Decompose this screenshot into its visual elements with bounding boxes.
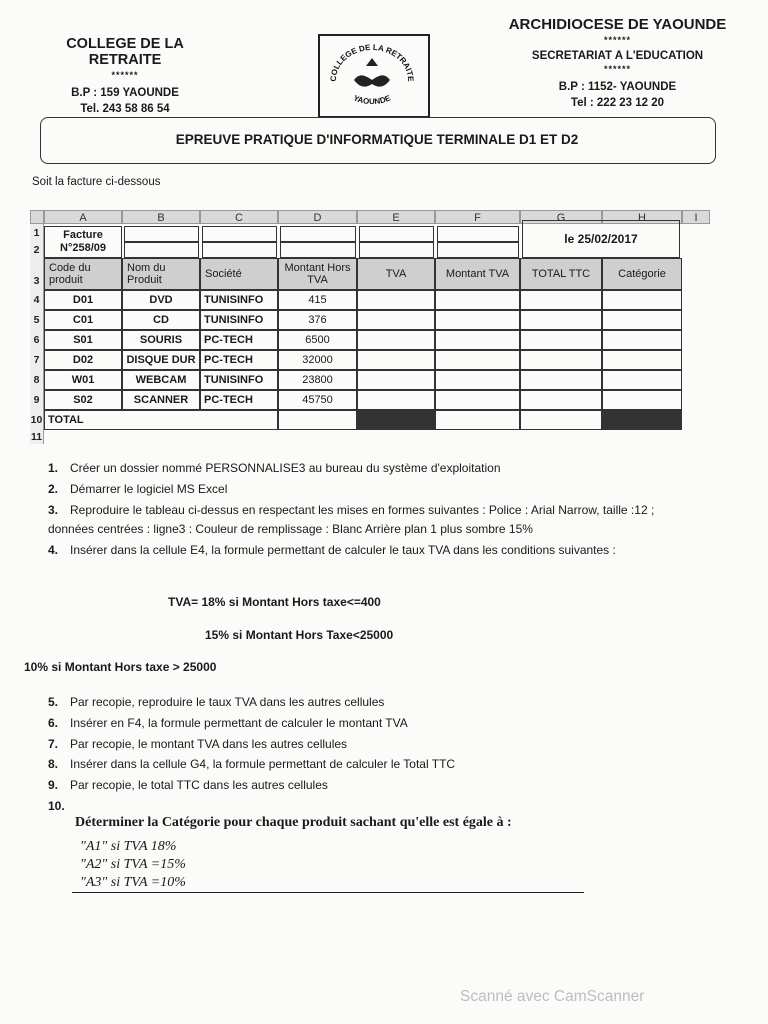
row-header: 5: [30, 310, 44, 330]
header-amount-ht: Montant Hors TVA: [278, 258, 357, 290]
cell-category: [602, 390, 682, 410]
diocese-stars-1: ******: [603, 35, 631, 45]
col-header-f: F: [435, 210, 520, 224]
cell-amount-tva: [435, 390, 520, 410]
col-header-h: H: [602, 210, 682, 224]
cell-company: PC-TECH: [200, 330, 278, 350]
total-label: TOTAL: [44, 410, 278, 430]
cell-total-ttc: [520, 330, 602, 350]
empty-cell: [280, 242, 356, 258]
instruction-2: [48, 481, 748, 497]
instruction-text: Reproduire le tableau ci-dessus en respectant les mises en formes suivantes : Police : Arial Narrow, taille :12 ;: [70, 503, 655, 517]
cell-tva: [357, 290, 435, 310]
diocese-name: ARCHIDIOCESE DE YAOUNDE: [508, 16, 727, 33]
instruction-text: Créer un dossier nommé PERSONNALISE3 au bureau du système d'exploitation: [70, 461, 501, 475]
logo-bottom-text: YAOUNDE: [352, 93, 392, 107]
col-header-a: A: [44, 210, 122, 224]
cell-name: SOURIS: [122, 330, 200, 350]
cell-amount: 32000: [278, 350, 357, 370]
empty-cell: [359, 226, 434, 242]
corner-cell: [30, 210, 44, 224]
cell-total-ttc: [520, 310, 602, 330]
instruction-text: Insérer dans la cellule E4, la formule permettant de calculer le taux TVA dans les conditions suivantes :: [70, 543, 616, 557]
cell-name: DISQUE DUR: [122, 350, 200, 370]
invoice-number: N°258/09: [60, 242, 106, 254]
invoice-date: le 25/02/2017: [522, 220, 680, 258]
header-company: Société: [200, 258, 278, 290]
school-tel: Tel. 243 58 86 54: [80, 103, 170, 115]
instruction-number: 10.: [48, 799, 65, 813]
empty-cell: [437, 242, 519, 258]
school-bp: B.P : 159 YAOUNDE: [71, 87, 179, 99]
header-product-name: Nom du Produit: [122, 258, 200, 290]
diocese-secretariat: SECRETARIAT A L'EDUCATION: [531, 50, 704, 62]
header-category: Catégorie: [602, 258, 682, 290]
instruction-text: Démarrer le logiciel MS Excel: [70, 482, 228, 496]
instruction-4: [48, 542, 748, 558]
cell-code: D01: [44, 290, 122, 310]
formula-line-3: 10% si Montant Hors taxe > 25000: [24, 660, 217, 674]
scanner-watermark: Scanné avec CamScanner: [460, 988, 645, 1005]
cell-company: TUNISINFO: [200, 370, 278, 390]
col-header-i: I: [682, 210, 710, 224]
total-category-blocked: [602, 410, 682, 430]
instruction-3: [48, 502, 748, 518]
cell-name: WEBCAM: [122, 370, 200, 390]
cell-tva: [357, 330, 435, 350]
category-rule-a3: "A3" si TVA =10%: [80, 875, 186, 890]
instruction-number: 9.: [48, 778, 59, 792]
instruction-number: 4.: [48, 543, 59, 557]
cell-amount-tva: [435, 330, 520, 350]
instruction-text: Par recopie, reproduire le taux TVA dans les autres cellules: [70, 695, 385, 709]
cell-amount: 6500: [278, 330, 357, 350]
logo-top-text: COLLEGE DE LA RETRAITE: [328, 42, 416, 82]
school-stars: ******: [111, 70, 139, 80]
instruction-number: 2.: [48, 482, 59, 496]
school-header: [30, 36, 220, 117]
cell-company: PC-TECH: [200, 350, 278, 370]
total-amount: [278, 410, 357, 430]
empty-cell: [202, 242, 277, 258]
cell-code: S01: [44, 330, 122, 350]
total-ttc: [520, 410, 602, 430]
row-header: 4: [30, 290, 44, 310]
cell-category: [602, 330, 682, 350]
cell-tva: [357, 370, 435, 390]
cell-total-ttc: [520, 290, 602, 310]
total-amount-tva: [435, 410, 520, 430]
instruction-number: 8.: [48, 757, 59, 771]
row-header: 1: [30, 224, 44, 242]
cell-amount-tva: [435, 290, 520, 310]
instruction-text: Par recopie, le montant TVA dans les autres cellules: [70, 737, 348, 751]
empty-cell: [124, 226, 199, 242]
invoice-cell: [44, 226, 122, 258]
instruction-6: [48, 715, 748, 731]
row-header: 7: [30, 350, 44, 370]
empty-cell: [437, 226, 519, 242]
col-header-c: C: [200, 210, 278, 224]
formula-line-2: 15% si Montant Hors Taxe<25000: [205, 628, 394, 642]
flame-icon: [366, 58, 378, 66]
cell-total-ttc: [520, 390, 602, 410]
cell-amount: 415: [278, 290, 357, 310]
instruction-number: 6.: [48, 716, 59, 730]
intro-text: Soit la facture ci-dessous: [32, 176, 161, 188]
instruction-7: [48, 736, 748, 752]
cell-code: S02: [44, 390, 122, 410]
category-rule-a1: "A1" si TVA 18%: [80, 839, 177, 854]
header-total-ttc: TOTAL TTC: [520, 258, 602, 290]
cell-category: [602, 310, 682, 330]
empty-cell: [359, 242, 434, 258]
instruction-text: Insérer dans la cellule G4, la formule permettant de calculer le Total TTC: [70, 757, 456, 771]
instruction-10: [48, 798, 748, 814]
cell-amount: 45750: [278, 390, 357, 410]
formula-line-1: TVA= 18% si Montant Hors taxe<=400: [168, 595, 381, 609]
cell-code: W01: [44, 370, 122, 390]
instruction-1: [48, 460, 748, 476]
diocese-stars-2: ******: [603, 64, 631, 74]
cell-amount: 376: [278, 310, 357, 330]
cell-tva: [357, 350, 435, 370]
cell-amount-tva: [435, 310, 520, 330]
instruction-9: [48, 777, 748, 793]
cell-amount-tva: [435, 350, 520, 370]
cell-amount: 23800: [278, 370, 357, 390]
instruction-text: Insérer en F4, la formule permettant de calculer le montant TVA: [70, 716, 408, 730]
row-header: 2: [30, 242, 44, 258]
invoice-label: Facture: [63, 229, 103, 241]
row-header: 3: [30, 258, 44, 290]
category-rule-a2: "A2" si TVA =15%: [80, 857, 186, 872]
diocese-header: [490, 16, 745, 111]
school-logo: [318, 34, 430, 118]
instruction-5: [48, 694, 748, 710]
header-amount-tva: Montant TVA: [435, 258, 520, 290]
exam-title: EPREUVE PRATIQUE D'INFORMATIQUE TERMINALE D1 ET D2: [175, 132, 579, 147]
instruction-number: 3.: [48, 503, 59, 517]
instruction-text: Par recopie, le total TTC dans les autres cellules: [70, 778, 328, 792]
cell-total-ttc: [520, 350, 602, 370]
cell-tva: [357, 310, 435, 330]
handshake-icon: [354, 75, 390, 86]
cell-code: C01: [44, 310, 122, 330]
school-name: COLLEGE DE LA RETRAITE: [66, 36, 184, 68]
cell-name: CD: [122, 310, 200, 330]
svg-text:YAOUNDE: [352, 93, 392, 106]
category-question: Déterminer la Catégorie pour chaque produit sachant qu'elle est égale à :: [75, 815, 512, 830]
cell-company: PC-TECH: [200, 390, 278, 410]
cell-name: DVD: [122, 290, 200, 310]
cell-company: TUNISINFO: [200, 310, 278, 330]
header-tva: TVA: [357, 258, 435, 290]
diocese-bp: B.P : 1152- YAOUNDE: [558, 81, 677, 93]
empty-cell: [280, 226, 356, 242]
cell-code: D02: [44, 350, 122, 370]
instruction-3-continued: données centrées : ligne3 : Couleur de remplissage : Blanc Arrière plan 1 plus sombre 15%: [48, 522, 533, 536]
row-header: 10: [30, 410, 44, 430]
instruction-8: [48, 756, 748, 772]
underline-divider: [72, 892, 584, 893]
cell-category: [602, 350, 682, 370]
instruction-number: 5.: [48, 695, 59, 709]
col-header-b: B: [122, 210, 200, 224]
cell-category: [602, 290, 682, 310]
total-tva-blocked: [357, 410, 435, 430]
instruction-number: 7.: [48, 737, 59, 751]
instruction-number: 1.: [48, 461, 59, 475]
col-header-e: E: [357, 210, 435, 224]
row-header: 8: [30, 370, 44, 390]
cell-amount-tva: [435, 370, 520, 390]
row-header: 6: [30, 330, 44, 350]
cell-category: [602, 370, 682, 390]
cell-name: SCANNER: [122, 390, 200, 410]
diocese-tel: Tel : 222 23 12 20: [570, 97, 665, 109]
row-header: 9: [30, 390, 44, 410]
header-product-code: Code du produit: [44, 258, 122, 290]
empty-cell: [202, 226, 277, 242]
empty-cell: [124, 242, 199, 258]
row-header: 11: [30, 431, 43, 443]
cell-total-ttc: [520, 370, 602, 390]
col-header-d: D: [278, 210, 357, 224]
cell-company: TUNISINFO: [200, 290, 278, 310]
col-header-g: G: [520, 210, 602, 224]
cell-tva: [357, 390, 435, 410]
